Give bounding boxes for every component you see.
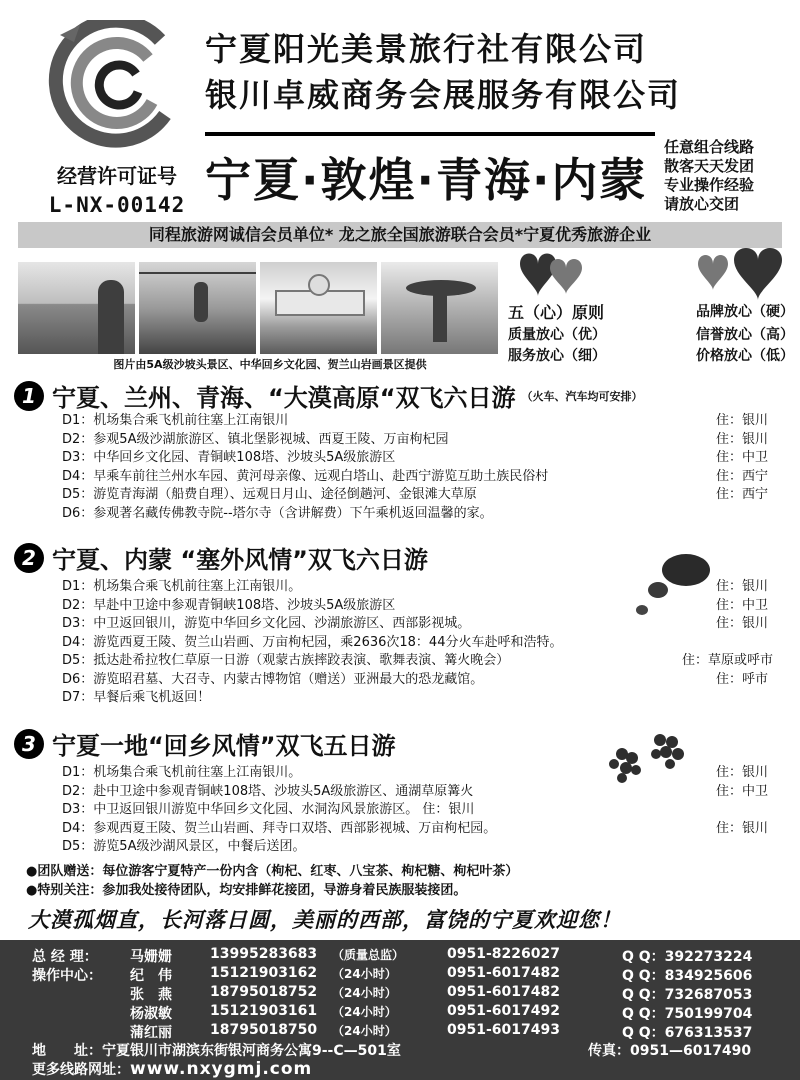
license-block: [22, 160, 212, 217]
photo-caption: 图片由5A级沙坡头景区、中华回乡文化园、贺兰山岩画景区提供: [113, 358, 427, 371]
slogan-line: 专业操作经验: [664, 176, 755, 194]
route-title-text: 宁夏一地“回乡风情”双飞五日游: [52, 732, 396, 760]
route-number-badge: 1: [14, 381, 44, 411]
route-2-title: [14, 540, 428, 575]
slogan-line: 任意组合线路: [664, 138, 755, 156]
note-attention: ●特别关注：参加我处接待团队，均安排鲜花接团，导游身着民族服装接团。: [26, 883, 467, 898]
license-number: L-NX-00142: [48, 193, 186, 217]
contact-row: 张 燕 18795018752 （24小时） 0951-6017482 Q Q：732687053: [130, 984, 753, 1003]
route-title-text: 宁夏、兰州、青海、“大漠高原“双飞六日游: [52, 384, 516, 412]
route-number-badge: 3: [14, 729, 44, 759]
route-1-title: [14, 378, 643, 413]
welcome-slogan: 大漠孤烟直，长河落日圆，美丽的西部，富饶的宁夏欢迎您！: [28, 907, 622, 932]
photo-cultural-park: [260, 262, 377, 354]
service-slogans: [664, 138, 754, 214]
principle-item: 价格放心（低）: [696, 348, 794, 364]
principles-row: [508, 302, 794, 325]
principle-item: 服务放心（细）: [508, 348, 606, 364]
website: [32, 1059, 312, 1079]
slogan-line: 请放心交团: [664, 195, 740, 213]
hearts-decoration-icon: [508, 246, 798, 306]
itinerary-day: D2： 赴中卫途中参观青铜峡108塔、沙坡头5A级旅游区、通湖草原篝火 住：中卫: [62, 783, 769, 799]
principle-item: 品牌放心（硬）: [696, 304, 794, 320]
note-gift: ●团队赠送：每位游客宁夏特产一份内含（枸杞、红枣、八宝茶、枸杞糖、枸杞叶茶）: [26, 864, 519, 879]
route-title-text: 宁夏、内蒙 “塞外风情”双飞六日游: [52, 546, 428, 574]
address: 地 址：宁夏银川市湖滨东街银河商务公寓9--C—501室: [32, 1043, 401, 1059]
itinerary-day: D2： 参观5A级沙湖旅游区、镇北堡影视城、西夏王陵、万亩枸杞园 住：银川: [62, 431, 769, 447]
itinerary-day: D6： 参观著名藏传佛教寺院--塔尔寺（含讲解费）下午乘机返回温馨的家。: [62, 505, 493, 521]
itinerary-day: D2： 早赴中卫途中参观青铜峡108塔、沙坡头5A级旅游区 住：中卫: [62, 597, 769, 613]
itinerary-day: D3： 中卫返回银川，游览中华回乡文化园、沙湖旅游区、西部影视城。 住：银川: [62, 616, 769, 631]
route-3-title: [14, 726, 396, 761]
company-name-primary: 宁夏阳光美景旅行社有限公司: [205, 30, 648, 68]
photo-zipline: [139, 262, 256, 354]
fax-number: 传真：0951—6017490: [588, 1043, 752, 1059]
five-principles: [508, 302, 794, 367]
website-label: 更多线路网址：: [32, 1062, 130, 1078]
contact-row: 蒲红丽 18795018750 （24小时） 0951-6017493 Q Q：676313537: [130, 1022, 753, 1041]
contact-footer: [0, 940, 800, 1080]
photo-rock-art: [381, 262, 498, 354]
itinerary-day: D3： 中卫返回银川游览中华回乡文化园、水洞沟风景旅游区。 住：银川: [62, 802, 475, 817]
photo-strip: [18, 262, 498, 354]
principles-row: [508, 346, 794, 367]
website-link[interactable]: www.nxygmj.com: [130, 1059, 313, 1079]
company-name-secondary: 银川卓威商务会展服务有限公司: [205, 76, 682, 114]
license-label: 经营许可证号: [57, 164, 177, 188]
route-2-itinerary: [62, 578, 786, 708]
slogan-line: 散客天天发团: [664, 157, 755, 175]
route-1-itinerary: [62, 412, 786, 523]
company-logo-icon: [40, 20, 180, 155]
contact-row: 杨淑敏 15121903161 （24小时） 0951-6017492 Q Q：750199704: [130, 1003, 753, 1022]
route-3-itinerary: [62, 764, 786, 857]
principles-title: 五（心）原则: [508, 303, 605, 322]
itinerary-day: D7： 早餐后乘飞机返回！: [62, 690, 211, 705]
itinerary-day: D5： 游览青海湖（船费自理）、远观日月山、途径倒趟河、金银滩大草原 住：西宁: [62, 487, 769, 502]
principle-item: 质量放心（优）: [508, 327, 606, 343]
principle-item: 信誉放心（高）: [696, 327, 794, 343]
itinerary-day: D5： 抵达赴希拉牧仁草原一日游（观蒙古族摔跤表演、歌舞表演、篝火晚会） 住：草原或呼市: [62, 653, 774, 668]
special-notes: [26, 862, 786, 900]
itinerary-day: D6： 游览昭君墓、大召寺、内蒙古博物馆（赠送）亚洲最大的恐龙藏馆。 住：呼市: [62, 671, 769, 687]
contact-row: 总 经 理： 马姗姗 13995283683 （质量总监） 0951-8226027 Q Q：392273224: [32, 946, 753, 965]
photo-desert-lake: [18, 262, 135, 354]
itinerary-day: D4： 参观西夏王陵、贺兰山岩画、拜寺口双塔、西部影视城、万亩枸杞园。 住：银川: [62, 820, 769, 836]
itinerary-day: D1： 机场集合乘飞机前往塞上江南银川。 住：银川: [62, 579, 769, 594]
destinations-headline: 宁夏·敦煌·青海·内蒙: [205, 132, 655, 214]
principles-row: [508, 325, 794, 346]
contact-row: 操作中心： 纪 伟 15121903162 （24小时） 0951-6017482 Q Q：834925606: [32, 965, 753, 984]
header: [0, 0, 800, 225]
itinerary-day: D4： 游览西夏王陵、贺兰山岩画、万亩枸杞园，乘2636次18：44分火车赴呼和浩特。: [62, 634, 563, 650]
itinerary-day: D3： 中华回乡文化园、青铜峡108塔、沙坡头5A级旅游区 住：中卫: [62, 450, 769, 465]
itinerary-day: D5： 游览5A级沙湖风景区，中餐后送团。: [62, 839, 306, 854]
itinerary-day: D1： 机场集合乘飞机前往塞上江南银川 住：银川: [62, 413, 769, 428]
itinerary-day: D1： 机场集合乘飞机前往塞上江南银川。 住：银川: [62, 765, 769, 780]
membership-banner: 同程旅游网诚信会员单位* 龙之旅全国旅游联合会员*宁夏优秀旅游企业: [18, 222, 782, 248]
route-note: （火车、汽车均可安排）: [521, 389, 643, 403]
route-number-badge: 2: [14, 543, 44, 573]
itinerary-day: D4： 早乘车前往兰州水车园、黄河母亲像、远观白塔山、赴西宁游览互助土族民俗村 住：西宁: [62, 468, 769, 484]
